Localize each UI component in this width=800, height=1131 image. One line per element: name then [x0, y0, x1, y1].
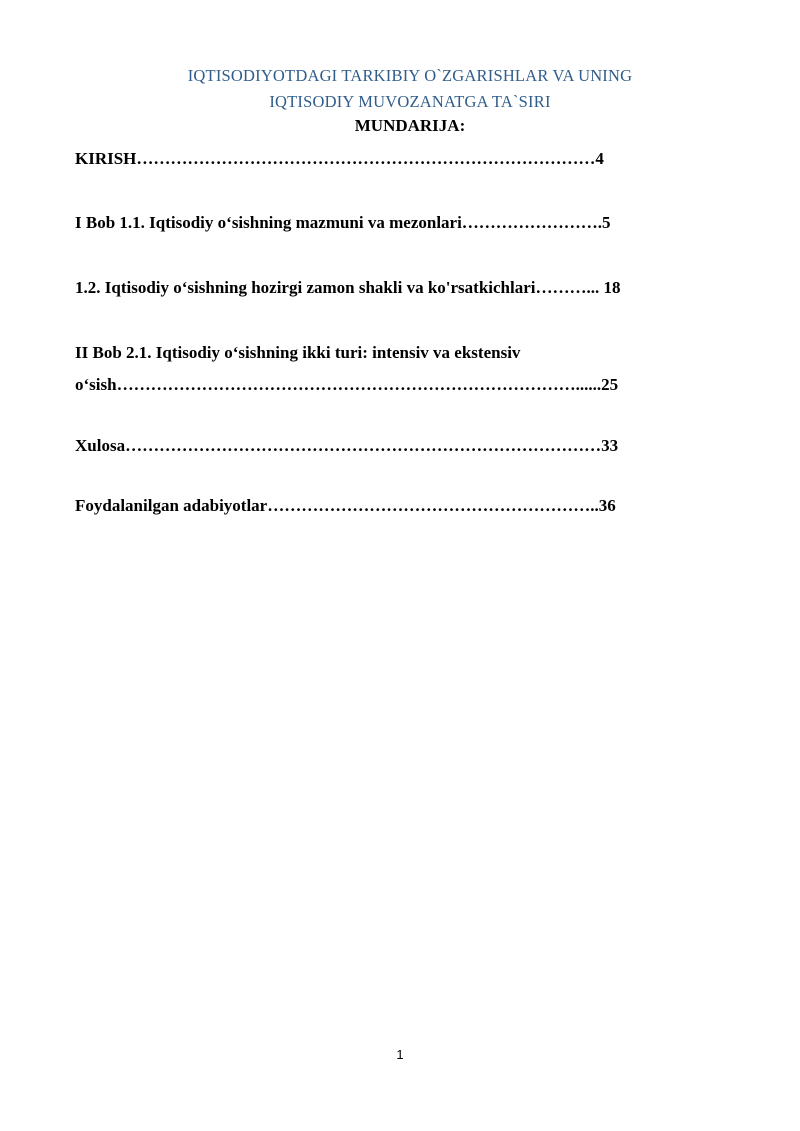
toc-entry-1-1: I Bob 1.1. Iqtisodiy o‘sishning mazmuni va mezonlari…………………….5 — [75, 213, 611, 232]
toc-entry-1-2: 1.2. Iqtisodiy o‘sishning hozirgi zamon shakli va ko'rsatkichlari………... 18 — [75, 278, 621, 297]
document-title-line-2: IQTISODIY MUVOZANATGA TA`SIRI — [269, 92, 551, 111]
document-title-line-1: IQTISODIYOTDAGI TARKIBIY O`ZGARISHLAR VA UNING — [187, 66, 633, 85]
toc-heading: MUNDARIJA: — [354, 116, 466, 135]
toc-entry-xulosa: Xulosa…………………………………………………………………………33 — [75, 436, 619, 455]
toc-entry-kirish: KIRISH………………………………………………………………………4 — [75, 149, 604, 168]
toc-entry-2-1-continued: o‘sish………………………………………………………………………......25 — [75, 375, 619, 394]
page-number: 1 — [396, 1047, 404, 1062]
toc-entry-2-1: II Bob 2.1. Iqtisodiy o‘sishning ikki turi: intensiv va ekstensiv — [75, 343, 521, 362]
toc-entry-adabiyotlar: Foydalanilgan adabiyotlar…………………………………………………..36 — [75, 496, 616, 515]
